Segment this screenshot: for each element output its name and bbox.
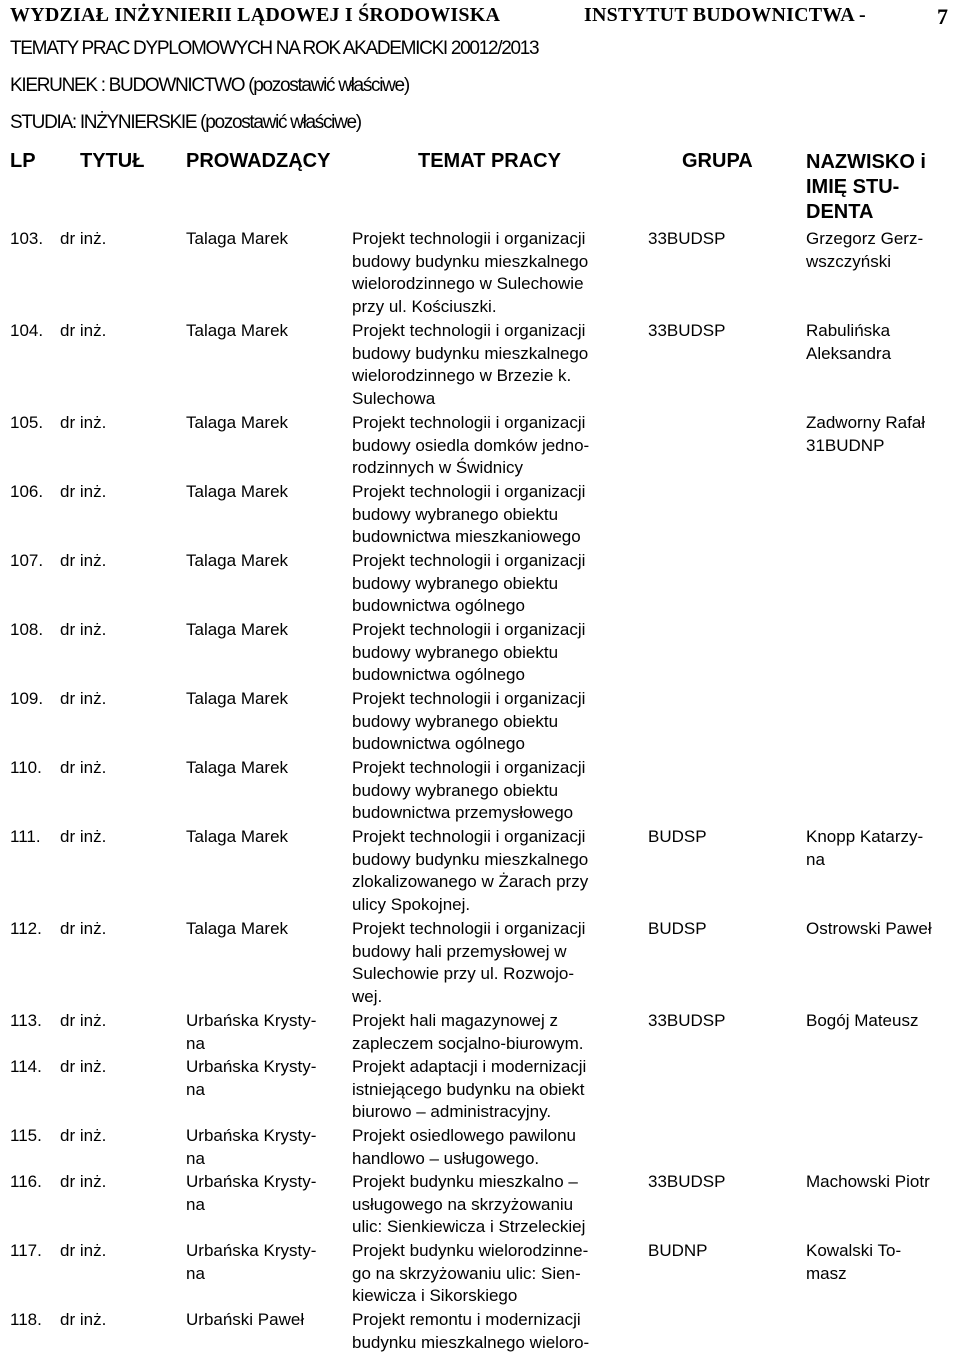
row-tytul: dr inż.	[60, 1310, 107, 1329]
row-temat-line: budownictwa ogólnego	[352, 665, 525, 684]
row-tytul: dr inż.	[60, 551, 107, 570]
row-student	[806, 412, 958, 457]
row-temat-line: budownictwa mieszkaniowego	[352, 527, 581, 546]
table-row	[0, 1240, 960, 1309]
table-row	[0, 550, 960, 619]
row-tytul: dr inż.	[60, 827, 107, 846]
row-temat-line: Projekt adaptacji i modernizacji	[352, 1057, 587, 1076]
row-prowadzacy	[186, 619, 346, 642]
row-tytul: dr inż.	[60, 919, 107, 938]
row-temat	[352, 550, 642, 618]
row-prowadzacy	[186, 1309, 346, 1332]
row-prowadzacy-line: Urbańska Krysty-	[186, 1126, 317, 1145]
row-student	[806, 1171, 958, 1194]
row-grupa: BUDSP	[648, 919, 707, 938]
row-student	[806, 1010, 958, 1033]
row-temat	[352, 619, 642, 687]
row-tytul: dr inż.	[60, 321, 107, 340]
row-tytul: dr inż.	[60, 1241, 107, 1260]
row-lp: 111.	[10, 827, 41, 846]
row-student-line: Aleksandra	[806, 343, 892, 363]
row-temat-line: wielorodzinnego w Brzezie k.	[352, 366, 572, 385]
row-temat	[352, 826, 642, 916]
document-title: TEMATY PRAC DYPLOMOWYCH NA ROK AKADEMICKI 20012/2013	[10, 38, 539, 59]
row-prowadzacy-line: Talaga Marek	[186, 551, 289, 570]
row-tytul: dr inż.	[60, 620, 107, 639]
row-temat-line: ulic: Sienkiewicza i Strzeleckiej	[352, 1217, 586, 1236]
row-tytul: dr inż.	[60, 413, 107, 432]
row-tytul: dr inż.	[60, 689, 107, 708]
row-prowadzacy	[186, 1125, 346, 1170]
page-number: 7	[937, 4, 948, 29]
row-temat-line: Projekt technologii i organizacji	[352, 919, 586, 938]
column-nazwisko-line: NAZWISKO i	[806, 151, 926, 173]
table-row	[0, 481, 960, 550]
row-temat-line: Projekt technologii i organizacji	[352, 689, 586, 708]
row-student	[806, 1240, 958, 1285]
row-prowadzacy	[186, 412, 346, 435]
row-prowadzacy	[186, 826, 346, 849]
row-temat-line: biurowo – administracyjny.	[352, 1102, 552, 1121]
row-student	[806, 228, 958, 273]
row-temat	[352, 228, 642, 318]
row-temat	[352, 688, 642, 756]
row-temat-line: Projekt technologii i organizacji	[352, 413, 586, 432]
row-tytul: dr inż.	[60, 758, 107, 777]
row-lp: 115.	[10, 1126, 42, 1145]
row-prowadzacy	[186, 918, 346, 941]
field-of-study: KIERUNEK : BUDOWNICTWO (pozostawić właściwe)	[10, 75, 409, 96]
row-grupa: BUDSP	[648, 827, 707, 846]
table-row	[0, 1010, 960, 1056]
row-tytul: dr inż.	[60, 1057, 107, 1076]
row-lp: 108.	[10, 620, 44, 639]
row-prowadzacy	[186, 1240, 346, 1285]
row-temat-line: zapleczem socjalno-biurowym.	[352, 1033, 584, 1053]
row-temat-line: wej.	[352, 986, 383, 1006]
row-temat-line: budownictwa ogólnego	[352, 596, 525, 615]
faculty-name: WYDZIAŁ INŻYNIERII LĄDOWEJ I ŚRODOWISKA	[10, 4, 501, 26]
row-student	[806, 918, 958, 941]
row-student-line: Kowalski To-	[806, 1241, 902, 1260]
row-lp: 110.	[10, 758, 42, 777]
column-prowadzacy: PROWADZĄCY	[186, 150, 331, 172]
row-prowadzacy	[186, 481, 346, 504]
row-temat-line: ulicy Spokojnej.	[352, 894, 471, 914]
table-row	[0, 1056, 960, 1125]
row-student-line: 31BUDNP	[806, 435, 885, 455]
row-temat-line: zlokalizowanego w Żarach przy	[352, 872, 589, 891]
row-lp: 105.	[10, 413, 44, 432]
row-student-line: Ostrowski Paweł	[806, 919, 932, 938]
row-temat	[352, 918, 642, 1008]
row-temat-line: budynku mieszkalnego wieloro-	[352, 1332, 590, 1352]
row-student-line: Rabulińska	[806, 321, 891, 340]
row-temat	[352, 1010, 642, 1055]
column-tytul: TYTUŁ	[80, 150, 145, 172]
row-temat-line: usługowego na skrzyżowaniu	[352, 1194, 574, 1214]
row-temat	[352, 1171, 642, 1239]
row-prowadzacy-line: Urbańska Krysty-	[186, 1011, 317, 1030]
row-temat	[352, 1125, 642, 1170]
row-prowadzacy-line: Talaga Marek	[186, 229, 289, 248]
table-row	[0, 826, 960, 918]
row-temat-line: Projekt technologii i organizacji	[352, 321, 586, 340]
table-row	[0, 1171, 960, 1240]
row-temat-line: istniejącego budynku na obiekt	[352, 1079, 585, 1099]
column-nazwisko-line: DENTA	[806, 201, 874, 223]
row-prowadzacy	[186, 757, 346, 780]
row-student	[806, 320, 958, 365]
row-temat-line: przy ul. Kościuszki.	[352, 296, 497, 316]
row-temat-line: budowy wybranego obiektu	[352, 573, 559, 593]
row-lp: 104.	[10, 321, 44, 340]
row-temat	[352, 757, 642, 825]
row-lp: 114.	[10, 1057, 42, 1076]
row-lp: 103.	[10, 229, 44, 248]
row-prowadzacy-line: Talaga Marek	[186, 758, 289, 777]
row-prowadzacy-line: Urbańska Krysty-	[186, 1172, 317, 1191]
row-temat-line: budowy budynku mieszkalnego	[352, 251, 589, 271]
row-prowadzacy-line: Talaga Marek	[186, 620, 289, 639]
row-temat	[352, 1240, 642, 1308]
row-student-line: Knopp Katarzy-	[806, 827, 924, 846]
institute-name: INSTYTUT BUDOWNICTWA -	[584, 4, 866, 26]
row-prowadzacy	[186, 550, 346, 573]
row-tytul: dr inż.	[60, 482, 107, 501]
row-prowadzacy-line: Talaga Marek	[186, 919, 289, 938]
row-prowadzacy	[186, 1056, 346, 1101]
row-temat-line: wielorodzinnego w Sulechowie	[352, 274, 584, 293]
row-student-line: Zadworny Rafał	[806, 413, 926, 432]
row-tytul: dr inż.	[60, 1172, 107, 1191]
row-tytul: dr inż.	[60, 1126, 107, 1145]
row-prowadzacy-line: Urbańska Krysty-	[186, 1057, 317, 1076]
row-tytul: dr inż.	[60, 1011, 107, 1030]
row-temat-line: budowy wybranego obiektu	[352, 504, 559, 524]
row-temat-line: kiewicza i Sikorskiego	[352, 1286, 518, 1305]
row-temat-line: budowy wybranego obiektu	[352, 642, 559, 662]
row-student-line: masz	[806, 1263, 847, 1283]
row-temat-line: Projekt budynku mieszkalno –	[352, 1172, 578, 1191]
row-temat-line: Projekt technologii i organizacji	[352, 827, 586, 846]
row-student-line: Machowski Piotr	[806, 1172, 930, 1191]
table-row	[0, 757, 960, 826]
table-row	[0, 688, 960, 757]
column-grupa: GRUPA	[682, 150, 753, 172]
row-prowadzacy-line: na	[186, 1148, 205, 1168]
row-lp: 112.	[10, 919, 42, 938]
row-temat-line: Projekt budynku wielorodzinne-	[352, 1241, 589, 1260]
row-student-line: Bogój Mateusz	[806, 1011, 919, 1030]
row-prowadzacy	[186, 1171, 346, 1216]
row-prowadzacy	[186, 688, 346, 711]
row-grupa: 33BUDSP	[648, 1011, 726, 1030]
row-prowadzacy	[186, 320, 346, 343]
row-prowadzacy-line: Talaga Marek	[186, 413, 289, 432]
row-prowadzacy-line: na	[186, 1079, 205, 1099]
row-temat-line: budowy hali przemysłowej w	[352, 941, 567, 961]
row-prowadzacy-line: Talaga Marek	[186, 827, 289, 846]
row-grupa: 33BUDSP	[648, 229, 726, 248]
row-prowadzacy	[186, 1010, 346, 1055]
row-student	[806, 826, 958, 871]
table-row	[0, 320, 960, 412]
row-tytul: dr inż.	[60, 229, 107, 248]
row-temat	[352, 481, 642, 549]
row-temat-line: Projekt remontu i modernizacji	[352, 1310, 581, 1329]
row-lp: 117.	[10, 1241, 42, 1260]
row-lp: 116.	[10, 1172, 42, 1191]
row-temat-line: budowy wybranego obiektu	[352, 780, 559, 800]
row-temat-line: Sulechowa	[352, 388, 436, 408]
table-row	[0, 1125, 960, 1171]
row-prowadzacy-line: Talaga Marek	[186, 482, 289, 501]
row-student-line: Grzegorz Gerz-	[806, 229, 924, 248]
row-grupa: BUDNP	[648, 1241, 708, 1260]
row-prowadzacy-line: na	[186, 1263, 205, 1283]
table-header	[0, 150, 960, 223]
row-temat	[352, 412, 642, 480]
table-row	[0, 1309, 960, 1355]
column-lp: LP	[10, 150, 36, 172]
row-lp: 107.	[10, 551, 44, 570]
row-temat	[352, 320, 642, 410]
row-temat	[352, 1056, 642, 1124]
row-temat-line: Projekt technologii i organizacji	[352, 758, 586, 777]
row-temat-line: rodzinnych w Świdnicy	[352, 458, 524, 477]
row-temat-line: budowy budynku mieszkalnego	[352, 849, 589, 869]
row-lp: 118.	[10, 1310, 42, 1329]
row-temat-line: budowy wybranego obiektu	[352, 711, 559, 731]
row-prowadzacy-line: Talaga Marek	[186, 321, 289, 340]
top-header	[10, 4, 950, 28]
row-temat-line: Projekt technologii i organizacji	[352, 551, 586, 570]
row-temat-line: budowy budynku mieszkalnego	[352, 343, 589, 363]
topics-table	[0, 228, 960, 1355]
row-prowadzacy-line: na	[186, 1033, 205, 1053]
study-type: STUDIA: INŻYNIERSKIE (pozostawić właściwe)	[10, 112, 361, 133]
row-temat-line: handlowo – usługowego.	[352, 1148, 540, 1168]
row-student-line: na	[806, 849, 825, 869]
row-prowadzacy-line: na	[186, 1194, 205, 1214]
row-lp: 109.	[10, 689, 44, 708]
table-row	[0, 412, 960, 481]
row-temat-line: Projekt technologii i organizacji	[352, 482, 586, 501]
table-row	[0, 619, 960, 688]
row-temat-line: Sulechowie przy ul. Rozwojo-	[352, 964, 575, 983]
row-temat-line: Projekt technologii i organizacji	[352, 620, 586, 639]
row-temat-line: budownictwa ogólnego	[352, 734, 525, 753]
row-prowadzacy-line: Urbański Paweł	[186, 1310, 305, 1329]
row-grupa: 33BUDSP	[648, 321, 726, 340]
row-prowadzacy-line: Urbańska Krysty-	[186, 1241, 317, 1260]
row-lp: 113.	[10, 1011, 42, 1030]
row-temat	[352, 1309, 642, 1354]
row-student-line: wszczyński	[806, 251, 892, 271]
row-temat-line: go na skrzyżowaniu ulic: Sien-	[352, 1263, 581, 1283]
row-temat-line: Projekt hali magazynowej z	[352, 1011, 558, 1030]
column-nazwisko-line: IMIĘ STU-	[806, 176, 900, 198]
row-prowadzacy	[186, 228, 346, 251]
table-row	[0, 918, 960, 1010]
row-prowadzacy-line: Talaga Marek	[186, 689, 289, 708]
table-row	[0, 228, 960, 320]
row-temat-line: budowy osiedla domków jedno-	[352, 435, 590, 455]
row-lp: 106.	[10, 482, 44, 501]
row-temat-line: Projekt osiedlowego pawilonu	[352, 1126, 576, 1145]
column-nazwisko	[806, 150, 956, 225]
row-temat-line: budownictwa przemysłowego	[352, 803, 574, 822]
row-temat-line: Projekt technologii i organizacji	[352, 229, 586, 248]
row-grupa: 33BUDSP	[648, 1172, 726, 1191]
column-temat: TEMAT PRACY	[418, 150, 561, 172]
